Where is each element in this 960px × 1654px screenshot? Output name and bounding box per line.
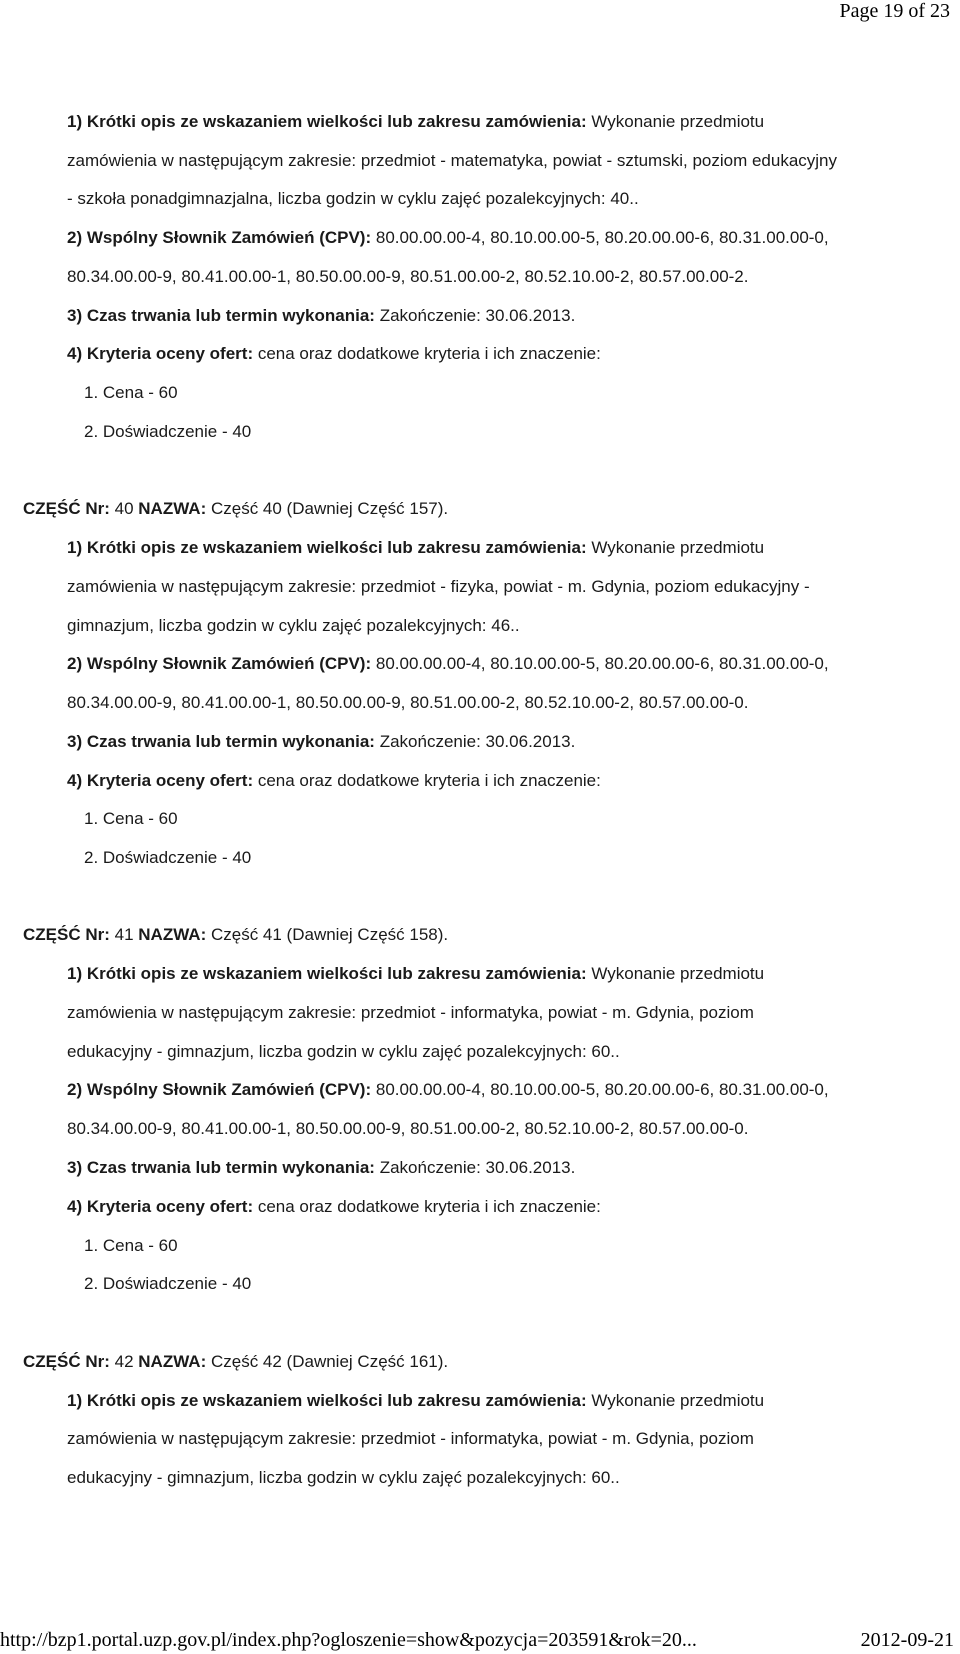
czas-label: 3) Czas trwania lub termin wykonania:: [67, 306, 375, 325]
footer-url[interactable]: http://bzp1.portal.uzp.gov.pl/index.php?ogloszenie=show&pozycja=203591&rok=20...: [0, 1629, 697, 1651]
part39-criterion-2: 2. Doświadczenie - 40: [84, 422, 252, 441]
part39-criterion-1: 1. Cena - 60: [84, 383, 178, 402]
part41-kryteria: 4) Kryteria oceny ofert: cena oraz dodatkowe kryteria i ich znaczenie:: [67, 1197, 601, 1216]
part42-opis-line-2: zamówienia w następującym zakresie: przedmiot - informatyka, powiat - m. Gdynia, poziom: [67, 1429, 754, 1448]
cpv-label: 2) Wspólny Słownik Zamówień (CPV):: [67, 228, 372, 247]
part40-kryteria: 4) Kryteria oceny ofert: cena oraz dodatkowe kryteria i ich znaczenie:: [67, 771, 601, 790]
part40-criterion-1: 1. Cena - 60: [84, 809, 178, 828]
part40-cpv-line-1: 2) Wspólny Słownik Zamówień (CPV): 80.00.00.00-4, 80.10.00.00-5, 80.20.00.00-6, 80.31.00.00-0,: [67, 654, 829, 673]
kryteria-label: 4) Kryteria oceny ofert:: [67, 344, 254, 363]
footer-date: 2012-09-21: [860, 1629, 954, 1651]
part39-opis-line-1: 1) Krótki opis ze wskazaniem wielkości lub zakresu zamówienia: Wykonanie przedmiotu: [67, 112, 765, 131]
part41-criterion-2: 2. Doświadczenie - 40: [84, 1274, 252, 1293]
part41-cpv-line-1: 2) Wspólny Słownik Zamówień (CPV): 80.00.00.00-4, 80.10.00.00-5, 80.20.00.00-6, 80.31.00.00-0,: [67, 1080, 829, 1099]
part40-opis-line-2: zamówienia w następującym zakresie: przedmiot - fizyka, powiat - m. Gdynia, poziom edukacyjny -: [67, 577, 810, 596]
part41-cpv-line-2: 80.34.00.00-9, 80.41.00.00-1, 80.50.00.00-9, 80.51.00.00-2, 80.52.10.00-2, 80.57.00.00-0.: [67, 1119, 749, 1138]
part41-opis-line-2: zamówienia w następującym zakresie: przedmiot - informatyka, powiat - m. Gdynia, poziom: [67, 1003, 754, 1022]
part40-opis-line-1: 1) Krótki opis ze wskazaniem wielkości lub zakresu zamówienia: Wykonanie przedmiotu: [67, 538, 765, 557]
part41-opis-line-3: edukacyjny - gimnazjum, liczba godzin w cyklu zajęć pozalekcyjnych: 60..: [67, 1042, 620, 1061]
part39-cpv-line-2: 80.34.00.00-9, 80.41.00.00-1, 80.50.00.00-9, 80.51.00.00-2, 80.52.10.00-2, 80.57.00.00-2.: [67, 267, 749, 286]
part41-opis-line-1: 1) Krótki opis ze wskazaniem wielkości lub zakresu zamówienia: Wykonanie przedmiotu: [67, 964, 765, 983]
part40-opis-line-3: gimnazjum, liczba godzin w cyklu zajęć pozalekcyjnych: 46..: [67, 616, 520, 635]
page-number: Page 19 of 23: [839, 0, 950, 22]
part40-czas: 3) Czas trwania lub termin wykonania: Zakończenie: 30.06.2013.: [67, 732, 576, 751]
part41-criterion-1: 1. Cena - 60: [84, 1236, 178, 1255]
part41-heading: CZĘŚĆ Nr: 41 NAZWA: Część 41 (Dawniej Część 158).: [23, 925, 449, 944]
part42-opis-line-3: edukacyjny - gimnazjum, liczba godzin w cyklu zajęć pozalekcyjnych: 60..: [67, 1468, 620, 1487]
part39-czas: 3) Czas trwania lub termin wykonania: Zakończenie: 30.06.2013.: [67, 306, 576, 325]
opis-label: 1) Krótki opis ze wskazaniem wielkości lub zakresu zamówienia:: [67, 112, 587, 131]
part41-czas: 3) Czas trwania lub termin wykonania: Zakończenie: 30.06.2013.: [67, 1158, 576, 1177]
part39-kryteria: 4) Kryteria oceny ofert: cena oraz dodatkowe kryteria i ich znaczenie:: [67, 344, 601, 363]
part39-opis-line-3: - szkoła ponadgimnazjalna, liczba godzin w cyklu zajęć pozalekcyjnych: 40..: [67, 189, 639, 208]
part40-criterion-2: 2. Doświadczenie - 40: [84, 848, 252, 867]
part42-heading: CZĘŚĆ Nr: 42 NAZWA: Część 42 (Dawniej Część 161).: [23, 1352, 449, 1371]
part39-cpv-line-1: 2) Wspólny Słownik Zamówień (CPV): 80.00.00.00-4, 80.10.00.00-5, 80.20.00.00-6, 80.31.00.00-0,: [67, 228, 829, 247]
part42-opis-line-1: 1) Krótki opis ze wskazaniem wielkości lub zakresu zamówienia: Wykonanie przedmiotu: [67, 1391, 765, 1410]
part39-opis-line-2: zamówienia w następującym zakresie: przedmiot - matematyka, powiat - sztumski, poziom edukacyjny: [67, 151, 838, 170]
part40-heading: CZĘŚĆ Nr: 40 NAZWA: Część 40 (Dawniej Część 157).: [23, 499, 449, 518]
part40-cpv-line-2: 80.34.00.00-9, 80.41.00.00-1, 80.50.00.00-9, 80.51.00.00-2, 80.52.10.00-2, 80.57.00.00-0.: [67, 693, 749, 712]
